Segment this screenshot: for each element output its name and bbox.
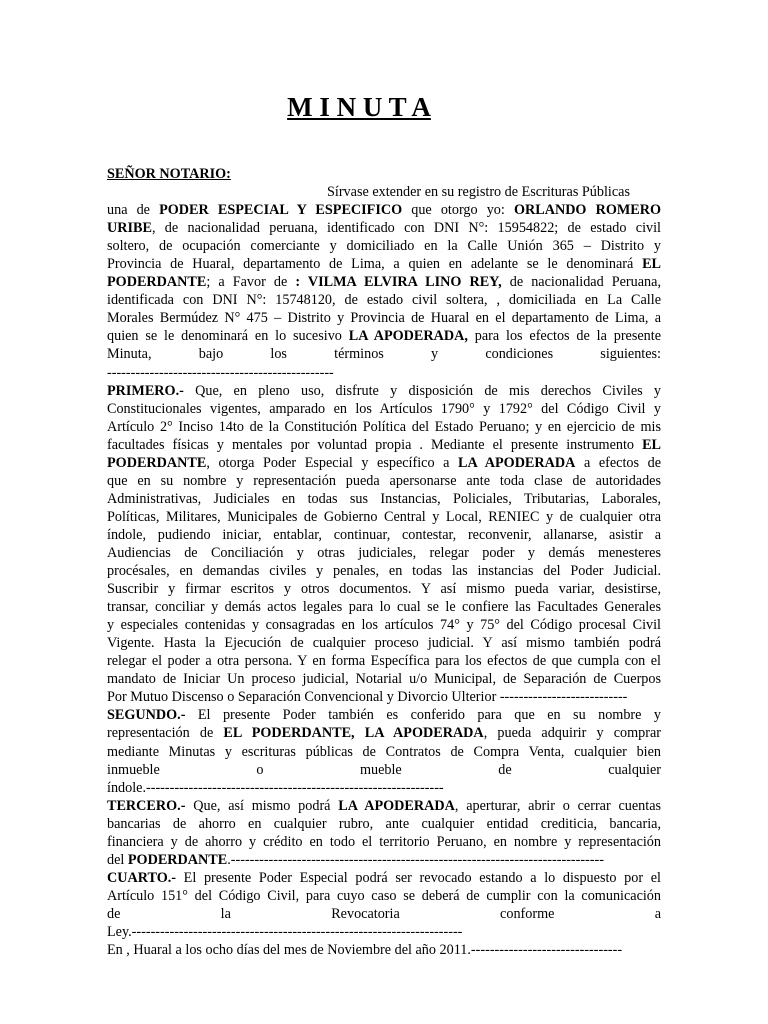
line-text: relegar el poder a otra persona. Y en forma Específica para los efectos de que cumpla con el (107, 653, 661, 670)
bold-text: LA APODERADA (338, 797, 455, 814)
body-line (107, 941, 661, 959)
body-line (107, 309, 661, 327)
line-text: que otorgo yo: (402, 202, 514, 219)
line-text: índole.--------------------------------------------------------------- (107, 779, 444, 796)
bold-text: : VILMA ELVIRA LINO REY, (295, 274, 502, 291)
body-line (107, 219, 661, 237)
document-title-text: M I N U T A (287, 92, 431, 122)
body-line (107, 291, 661, 309)
body-lines (107, 183, 661, 959)
body-line (107, 706, 661, 724)
body-line (107, 345, 661, 363)
bold-text: EL (642, 256, 661, 273)
body-line (107, 923, 661, 941)
body-line (107, 634, 661, 652)
line-text: una de (107, 202, 160, 219)
line-text: y especiales contenidas y consagradas en los artículos 74° y 75° del Código procesal Civil (107, 617, 661, 634)
body-line (107, 183, 661, 201)
line-text: Suscribir y firmar escritos y otros documentos. Y así mismo pueda variar, desistirse, (107, 581, 661, 598)
document-body (107, 165, 661, 959)
bold-text: TERCERO.- (107, 797, 186, 814)
body-line (107, 580, 661, 598)
line-text: Políticas, Militares, Municipales de Gobierno Central y Local, RENIEC y de cualquier otra (107, 508, 661, 525)
line-text: Constitucionales vigentes, amparado en los Artículos 1790° y 1792° del Código Civil y (107, 400, 661, 417)
line-text: ------------------------------------------------ (107, 364, 334, 381)
line-text: mandato de Iniciar Un proceso judicial, Notarial u/o Municipal, de Separación de Cuerpos (107, 671, 661, 688)
bold-text: PRIMERO.- (107, 382, 184, 399)
body-line (107, 273, 661, 291)
line-text: bancarias de ahorro en cualquier rubro, ante cualquier entidad crediticia, bancaria, (107, 815, 661, 832)
line-text: ; a Favor de (206, 274, 296, 291)
body-line (107, 382, 661, 400)
line-text: facultades físicas y mentales por voluntad propia . Mediante el presente instrumento (107, 436, 643, 453)
line-text: , otorga Poder Especial y específico a (206, 454, 459, 471)
bold-text: PODERDANTE (127, 851, 228, 868)
line-text: que en su nombre y representación pueda apersonarse ante toda clase de autoridades (107, 472, 661, 489)
line-text: En , Huaral a los ocho días del mes de Noviembre del año 2011.-------------------------------- (107, 942, 623, 959)
line-text: , aperturar, abrir o cerrar cuentas (454, 797, 661, 814)
bold-text: ORLANDO ROMERO (513, 202, 661, 219)
line-text: Morales Bermúdez N° 475 – Distrito y Provincia de Huaral en el departamento de Lima, a (107, 310, 661, 327)
line-text: Que, en pleno uso, disfrute y disposición de mis derechos Civiles y (183, 382, 661, 399)
line-text: inmueble o mueble de cualquier (107, 761, 661, 778)
body-line (107, 724, 661, 742)
body-line (107, 418, 661, 436)
body-line (107, 400, 661, 418)
line-text: representación de (107, 725, 224, 742)
line-text: del (107, 851, 128, 868)
body-line (107, 327, 661, 345)
line-text: El presente Poder Especial podrá ser revocado estando a lo dispuesto por el (176, 869, 661, 886)
body-line (107, 815, 661, 833)
body-line (107, 869, 661, 887)
line-text: Audiencias de Conciliación y otras judiciales, relegar poder y demás menesteres (107, 544, 661, 561)
bold-text: EL PODERDANTE, LA APODERADA (223, 725, 484, 742)
line-text: Artículo 151° del Código Civil, para cuyo caso se deberá de cumplir con la comunicación (107, 887, 661, 904)
body-line (107, 598, 661, 616)
line-text: Ley.---------------------------------------------------------------------- (107, 923, 463, 940)
bold-text: LA APODERADA, (348, 328, 468, 345)
body-line (107, 851, 661, 869)
body-line (107, 201, 661, 219)
line-text: Minuta, bajo los términos y condiciones siguientes: (107, 346, 661, 363)
body-line (107, 562, 661, 580)
bold-text: PODER ESPECIAL Y ESPECIFICO (159, 202, 403, 219)
bold-text: URIBE (107, 220, 152, 237)
body-line (107, 616, 661, 634)
bold-text: PODERDANTE (107, 274, 207, 291)
line-text: quien se le denominará en lo sucesivo (107, 328, 349, 345)
body-line (107, 364, 661, 382)
line-text: a efectos de (575, 454, 661, 471)
line-text: soltero, de ocupación comerciante y domiciliado en la Calle Unión 365 – Distrito y (107, 238, 661, 255)
line-text: identificada con DNI N°: 15748120, de estado civil soltera, , domiciliada en La Calle (107, 292, 661, 309)
line-text: financiera y de ahorro y crédito en todo el territorio Peruano, en nombre y representación (107, 833, 661, 850)
line-text: Sírvase extender en su registro de Escrituras Públicas (327, 184, 630, 201)
body-line (107, 237, 661, 255)
bold-text: PODERDANTE (107, 454, 207, 471)
body-line (107, 761, 661, 779)
body-line (107, 526, 661, 544)
body-line (107, 490, 661, 508)
bold-text: CUARTO.- (107, 869, 176, 886)
line-text: Vigente. Hasta la Ejecución de cualquier proceso judicial. Y así mismo también podrá (107, 635, 661, 652)
line-text: de nacionalidad Peruana, (501, 274, 661, 291)
body-line (107, 887, 661, 905)
body-line (107, 454, 661, 472)
body-line (107, 436, 661, 454)
line-text: mediante Minutas y escrituras públicas de Contratos de Compra Venta, cualquier bien (107, 743, 661, 760)
body-line (107, 833, 661, 851)
line-text: Que, así mismo podrá (185, 797, 339, 814)
body-line (107, 472, 661, 490)
line-text: .------------------------------------------------------------------------------- (227, 851, 605, 868)
line-text: transar, conciliar y demás actos legales para lo cual se le confiere las Facultades Generales (107, 599, 661, 616)
line-text: Provincia de Huaral, departamento de Lima, a quien en adelante se le denominará (107, 256, 643, 273)
line-text: procésales, en demandas civiles y penales, en todas las instancias del Poder Judicial. (107, 563, 661, 580)
bold-text: LA APODERADA (458, 454, 576, 471)
line-text: para los efectos de la presente (467, 328, 661, 345)
line-text: de la Revocatoria conforme a (107, 905, 661, 922)
line-text: El presente Poder también es conferido para que en su nombre y (185, 707, 661, 724)
body-line (107, 779, 661, 797)
line-text: Administrativas, Judiciales en todas sus Instancias, Policiales, Tributarias, Laborales, (107, 490, 661, 507)
body-line (107, 797, 661, 815)
bold-text: SEGUNDO.- (107, 707, 186, 724)
document-title (0, 92, 718, 123)
body-line (107, 652, 661, 670)
line-text: , pueda adquirir y comprar (483, 725, 661, 742)
body-line (107, 508, 661, 526)
salutation: SEÑOR NOTARIO: (107, 166, 231, 182)
body-line (107, 670, 661, 688)
line-text: Por Mutuo Discenso o Separación Convencional y Divorcio Ulterior --------------------------- (107, 689, 628, 706)
line-text: índole, pudiendo iniciar, entablar, continuar, contestar, reconvenir, allanarse, asistir a (107, 526, 661, 543)
body-line (107, 255, 661, 273)
body-line (107, 743, 661, 761)
body-line (107, 688, 661, 706)
body-line (107, 544, 661, 562)
body-line (107, 905, 661, 923)
line-text: Artículo 2° Inciso 14to de la Constitución Política del Estado Peruano; y en ejercicio de mis (107, 418, 661, 435)
line-text: , de nacionalidad peruana, identificado con DNI N°: 15954822; de estado civil (151, 220, 661, 237)
bold-text: EL (642, 436, 661, 453)
